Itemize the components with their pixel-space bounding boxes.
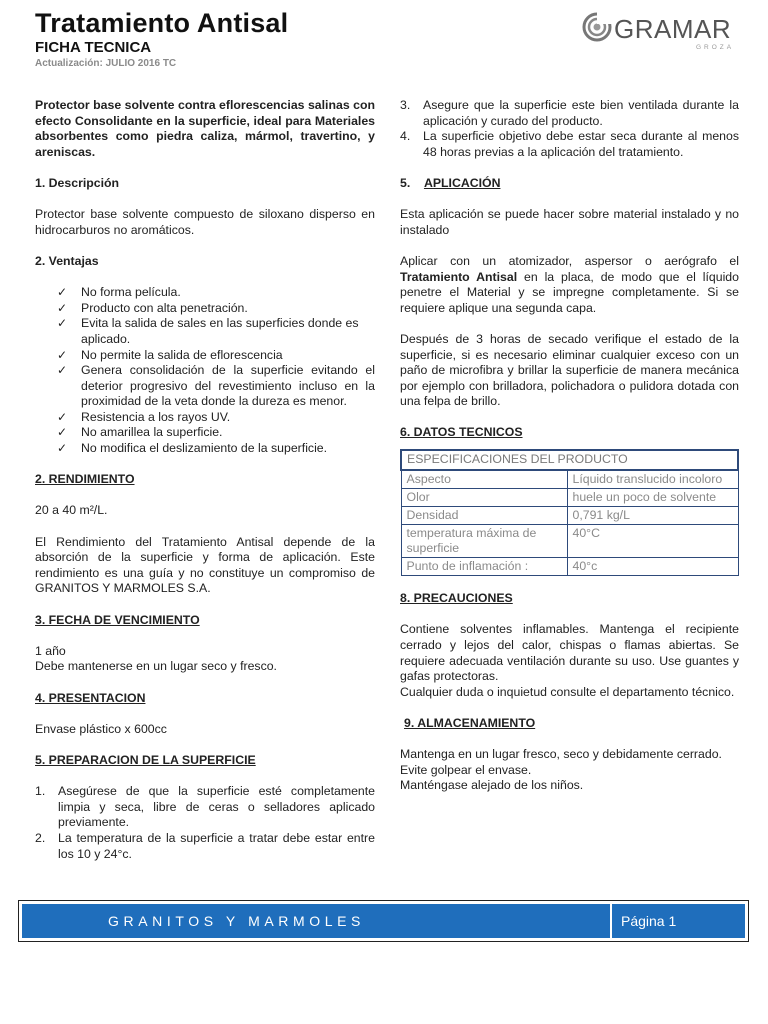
list-item: ✓ Producto con alta penetración. [57, 300, 248, 315]
spec-table-title: ESPECIFICACIONES DEL PRODUCTO [401, 450, 738, 470]
table-row: Olor huele un poco de solvente [401, 488, 738, 506]
presentacion-text: Envase plástico x 600cc [35, 721, 167, 736]
document-title: Tratamiento Antisal [35, 8, 289, 38]
page-footer [18, 900, 749, 963]
aplicacion-p3: Después de 3 horas de secado verifique el estado de la superficie, si es necesario eliminar cualquier exceso con un paño de microfibra y brillar la superficie de manera mecánica por ejemplo con brilladora, polichadora o pulidora dotada con una felpa de brillo. [400, 331, 739, 409]
right-column [400, 98, 739, 794]
left-column [35, 98, 375, 862]
section-aplicacion-heading: 5. APLICACIÓN [400, 175, 501, 190]
table-row: Densidad 0,791 kg/L [401, 506, 738, 524]
section-descripcion-heading: 1. Descripción [35, 175, 120, 190]
vencimiento-line2: Debe mantenerse en un lugar seco y fresco. [35, 659, 277, 674]
checkmark-icon: ✓ [57, 347, 68, 362]
logo-sub-text: GROZA [696, 44, 735, 51]
section-vencimiento-heading: 3. FECHA DE VENCIMIENTO [35, 612, 200, 627]
vencimiento-line1: 1 año [35, 643, 66, 658]
footer-page-number: Página 1 [612, 904, 745, 938]
table-row: Punto de inflamación : 40°c [401, 557, 738, 575]
rendimiento-text: El Rendimiento del Tratamiento Antisal depende de la absorción de la superficie y forma de aplicación. Este rendimiento es una guía y no constituye un compromiso de GRANITOS Y MARMOLES S.A. [35, 534, 375, 596]
precauciones-text2: Cualquier duda o inquietud consulte el departamento técnico. [400, 684, 735, 699]
almacenamiento-line3: Manténgase alejado de los niños. [400, 778, 584, 793]
list-item: 4. La superficie objetivo debe estar seca durante al menos 48 horas previas a la aplicación del tratamiento. [400, 129, 739, 159]
list-item: ✓ No forma película. [57, 285, 181, 300]
section-ventajas-heading: 2. Ventajas [35, 253, 99, 268]
checkmark-icon: ✓ [57, 425, 68, 440]
list-item: ✓ Genera consolidación de la superficie evitando el deterior progresivo del revestimiento incluso en la proximidad de la veta donde la dureza es menor. [57, 363, 375, 409]
rendimiento-value: 20 a 40 m²/L. [35, 503, 108, 518]
list-item: 1. Asegúrese de que la superficie esté completamente limpia y seca, libre de ceras o selladores aplicado previamente. [35, 784, 375, 830]
footer-web-link[interactable]: WWW.GRAMAR.COM [178, 947, 384, 963]
footer-bar [22, 904, 610, 963]
gramar-logo [582, 10, 742, 58]
update-date: Actualización: JULIO 2016 TC [35, 58, 177, 69]
precauciones-text: Contiene solventes inflamables. Mantenga el recipiente cerrado y lejos del calor, chispas o flamas abiertas. Se requiere adecuada ventilación durante su uso. Use guantes y gafas protectoras. [400, 622, 739, 684]
list-item: 2. La temperatura de la superficie a tratar debe estar entre los 10 y 24°c. [35, 830, 375, 861]
list-item: ✓ No permite la salida de eflorescencia [57, 347, 283, 362]
almacenamiento-line2: Evite golpear el envase. [400, 762, 532, 777]
table-row: Aspecto Líquido translucido incoloro [401, 470, 738, 489]
section-preparacion-heading: 5. PREPARACION DE LA SUPERFICIE [35, 752, 256, 767]
checkmark-icon: ✓ [57, 441, 68, 456]
footer-company: GRANITOS Y MARMOLES S.A [108, 913, 365, 963]
checkmark-icon: ✓ [57, 363, 68, 378]
preparacion-list-right [400, 98, 739, 160]
section-datos-heading: 6. DATOS TECNICOS [400, 425, 523, 440]
spec-table [400, 449, 739, 576]
aplicacion-p1: Esta aplicación se puede hacer sobre material instalado y no instalado [400, 207, 739, 237]
list-item: ✓ No amarillea la superficie. [57, 425, 223, 440]
list-item: ✓ No modifica el deslizamiento de la superficie. [57, 441, 328, 456]
section-almacenamiento-heading: 9. ALMACENAMIENTO [404, 716, 536, 730]
descripcion-text: Protector base solvente compuesto de siloxano disperso en hidrocarburos no aromáticos. [35, 207, 375, 237]
logo-brand-text: GRAMAR [614, 14, 732, 44]
intro-paragraph: Protector base solvente contra eflorescencias salinas con efecto Consolidante en la superficie, ideal para Materiales absorbentes como piedra caliza, mármol, travertino, y areniscas. [35, 98, 375, 159]
list-item: ✓ Evita la salida de sales en las superficies donde es aplicado. [57, 316, 359, 346]
list-item: ✓ Resistencia a los rayos UV. [57, 409, 231, 424]
spiral-logo-icon [582, 12, 612, 42]
document-subtitle: FICHA TECNICA [35, 39, 152, 56]
table-row: temperatura máxima de superficie 40°C [401, 524, 738, 557]
preparacion-list-left [35, 784, 375, 862]
section-rendimiento-heading: 2. RENDIMIENTO [35, 472, 135, 487]
almacenamiento-line1: Mantenga en un lugar fresco, seco y debidamente cerrado. [400, 747, 722, 762]
checkmark-icon: ✓ [57, 300, 68, 315]
checkmark-icon: ✓ [57, 285, 68, 300]
checkmark-icon: ✓ [57, 316, 68, 331]
list-item: 3. Asegure que la superficie este bien ventilada durante la aplicación y curado del producto. [400, 98, 739, 128]
checkmark-icon: ✓ [57, 409, 68, 424]
section-precauciones-heading: 8. PRECAUCIONES [400, 591, 513, 606]
section-presentacion-heading: 4. PRESENTACION [35, 690, 146, 705]
aplicacion-p2: Aplicar con un atomizador, aspersor o aerógrafo el Tratamiento Antisal en la placa, de modo que el líquido penetre el Material y se impregne completamente. Si se requiere aplique una segunda capa. [400, 253, 739, 315]
ventajas-list [35, 285, 375, 457]
